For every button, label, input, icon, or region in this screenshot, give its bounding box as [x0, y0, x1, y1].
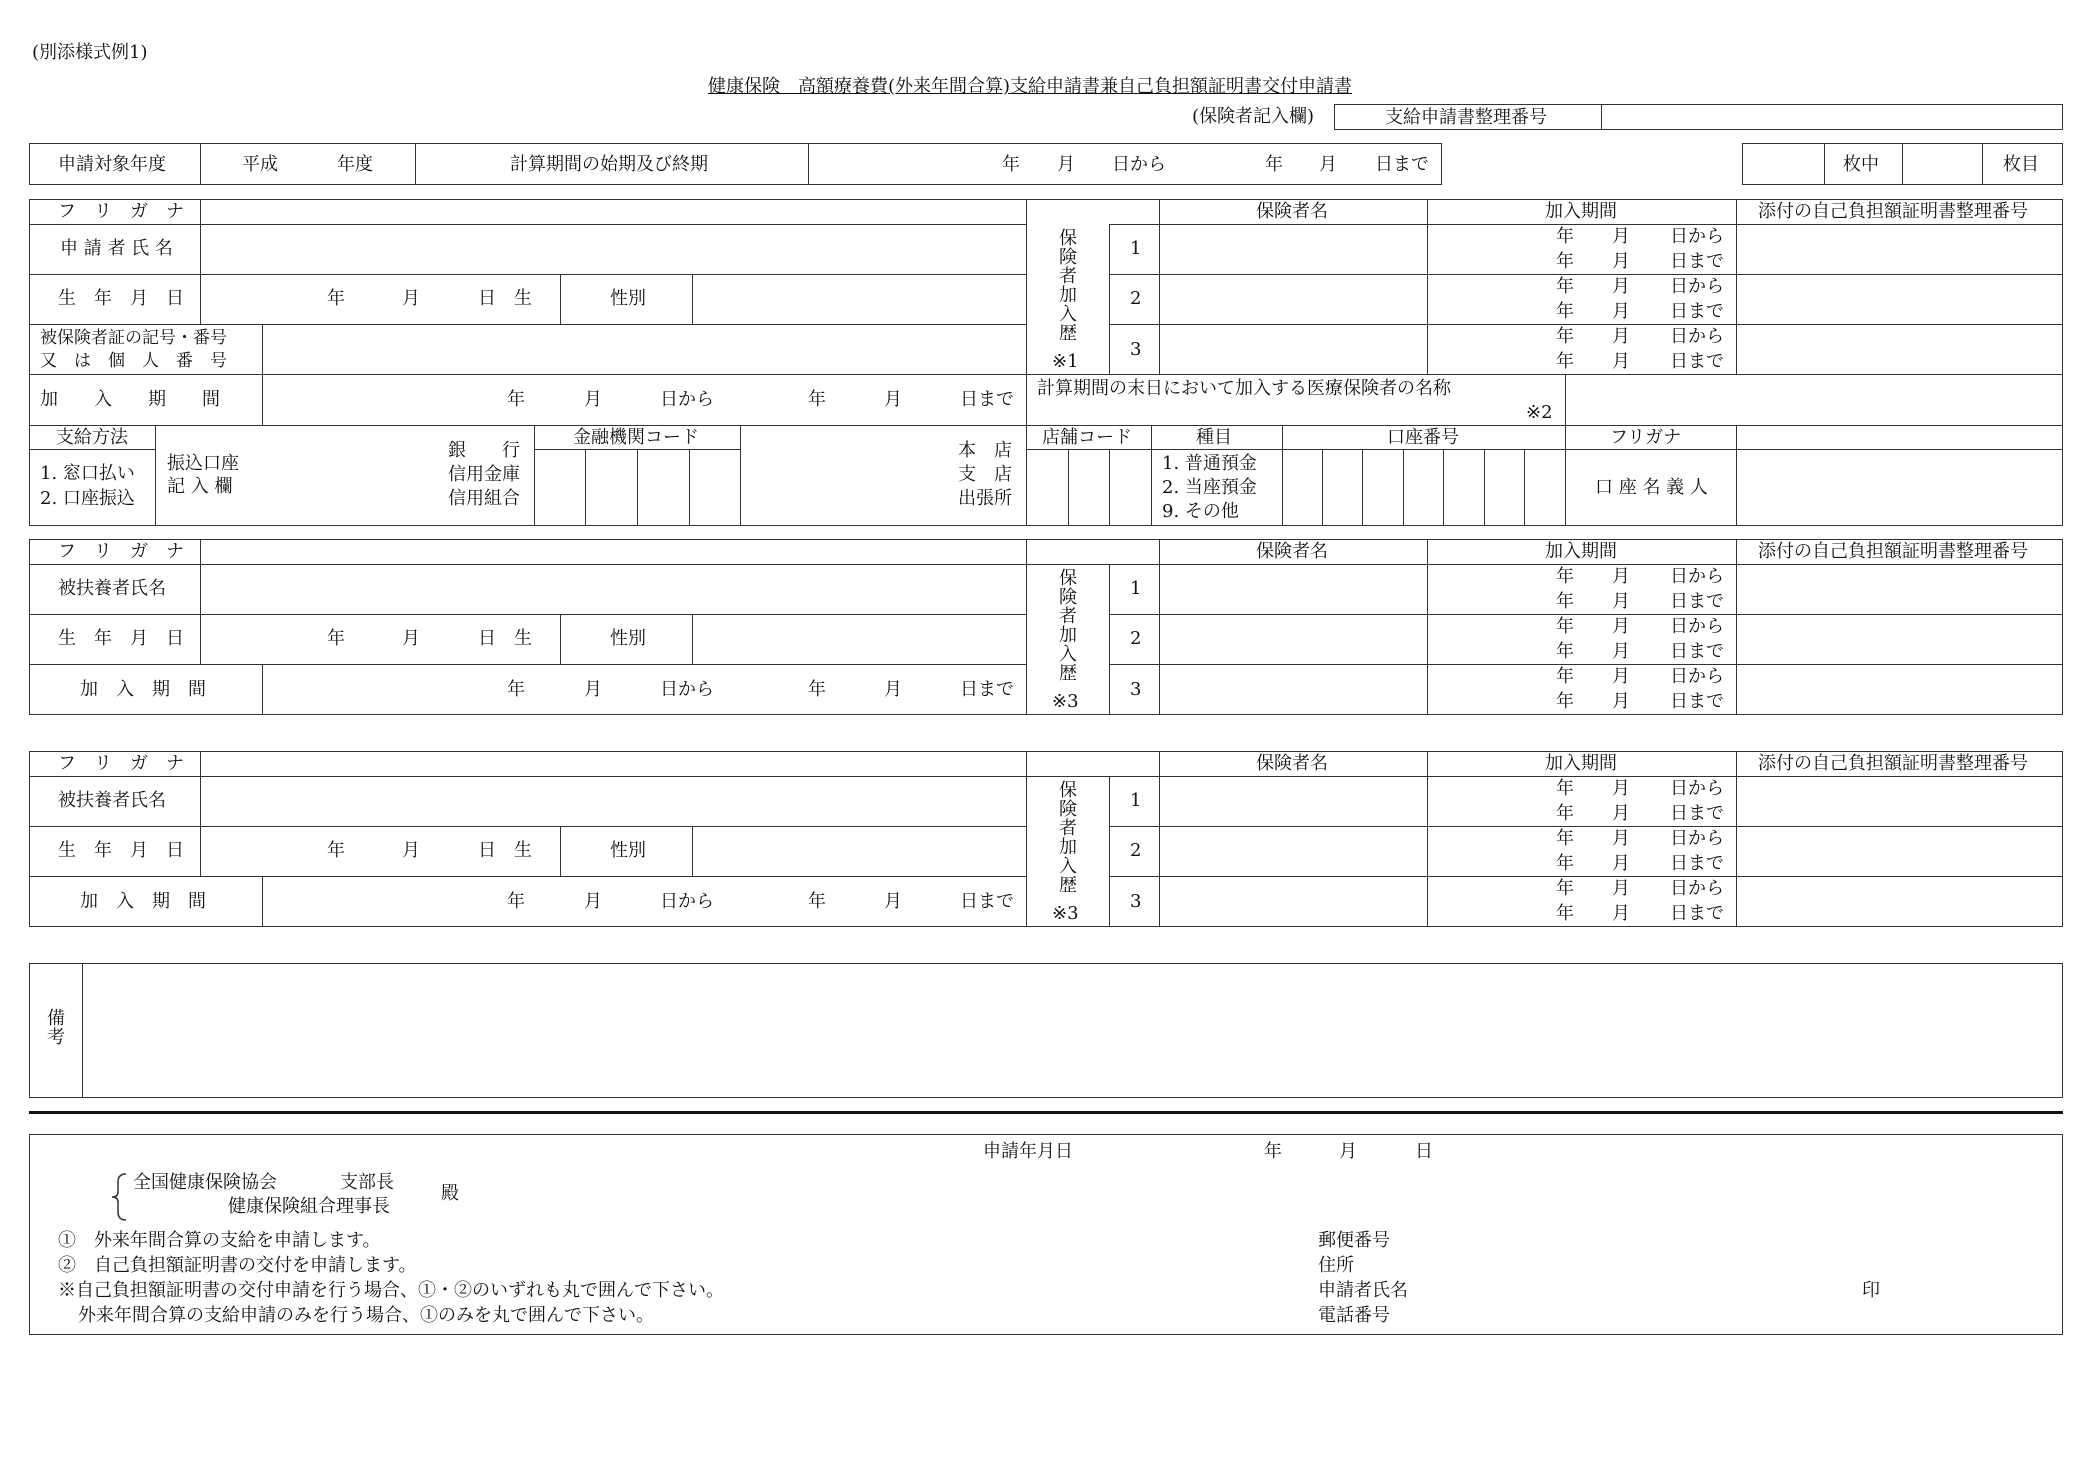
from: 日から [660, 389, 714, 410]
page-no: 枚目 [2003, 154, 2039, 175]
y: 年 [1556, 566, 1574, 587]
period-header: 加入期間 [1545, 753, 1617, 774]
m: 月 [1612, 301, 1630, 322]
mgmt-no-label: 支給申請書整理番号 [1385, 107, 1547, 128]
furigana-label: フ リ ガ ナ [58, 753, 184, 774]
branch-label: 支部長 [340, 1172, 394, 1193]
method-opt1: 1. 窓口払い [40, 463, 135, 484]
union-label: 健康保険組合理事長 [228, 1196, 390, 1217]
of-pages: 枚中 [1843, 154, 1879, 175]
d-sei: 日 生 [478, 628, 532, 649]
y: 年 [1556, 276, 1574, 297]
acct-no-label: 口座番号 [1387, 427, 1459, 448]
m: 月 [1612, 326, 1630, 347]
m: 月 [1612, 803, 1630, 824]
y: 年 [1556, 226, 1574, 247]
y: 年 [1556, 778, 1574, 799]
m: 月 [1612, 666, 1630, 687]
period-label: 加 入 期 間 [80, 679, 206, 700]
y: 年 [327, 288, 345, 309]
to: 日まで [1670, 691, 1724, 712]
y: 年 [1556, 641, 1574, 662]
address-label: 住所 [1318, 1255, 1354, 1276]
branch-type: 本 店 [958, 440, 1012, 461]
period-header: 加入期間 [1545, 201, 1617, 222]
fin-code-label: 金融機関コード [573, 427, 699, 448]
m: 月 [1612, 828, 1630, 849]
declaration-note-2: 外来年間合算の支給申請のみを行う場合、①のみを丸で囲んで下さい。 [78, 1305, 654, 1326]
m: 月 [1319, 154, 1337, 175]
row-no: 2 [1130, 840, 1142, 861]
mgmt-no-field[interactable] [1601, 104, 2063, 130]
era: 平成 [242, 154, 278, 175]
from: 日から [1670, 326, 1724, 347]
y: 年 [507, 891, 525, 912]
to: 日まで [1670, 853, 1724, 874]
seal-label: 印 [1862, 1280, 1880, 1301]
m: 月 [584, 679, 602, 700]
to: 日まで [1670, 301, 1724, 322]
m: 月 [402, 840, 420, 861]
d-sei: 日 生 [478, 840, 532, 861]
period-header: 加入期間 [1545, 541, 1617, 562]
history-vertical-label: 保険者加入歴 [1056, 780, 1077, 894]
to: 日まで [960, 679, 1014, 700]
assoc-label: 全国健康保険協会 [133, 1172, 277, 1193]
bank-type: 信用金庫 [448, 464, 520, 485]
d: 日 [1415, 1141, 1433, 1162]
m: 月 [402, 288, 420, 309]
y: 年 [1556, 828, 1574, 849]
dependent-section-2 [29, 751, 2063, 927]
from: 日から [1670, 226, 1724, 247]
from: 日から [1670, 616, 1724, 637]
m: 月 [1612, 616, 1630, 637]
kind-opt: 9. その他 [1162, 501, 1239, 522]
y: 年 [1556, 591, 1574, 612]
row-no: 2 [1130, 628, 1142, 649]
m: 月 [1339, 1141, 1357, 1162]
insurer-header: 保険者名 [1256, 541, 1328, 562]
sex-label: 性別 [610, 288, 646, 309]
y: 年 [507, 389, 525, 410]
y: 年 [327, 840, 345, 861]
m: 月 [884, 389, 902, 410]
from: 日から [1670, 566, 1724, 587]
to: 日まで [1670, 903, 1724, 924]
from: 日から [1670, 778, 1724, 799]
mgmt-no-label-box [1334, 104, 1602, 130]
sex-label: 性別 [610, 628, 646, 649]
dob-label: 生 年 月 日 [58, 288, 184, 309]
m: 月 [1612, 251, 1630, 272]
from: 日から [1670, 276, 1724, 297]
note3: ※3 [1052, 903, 1079, 924]
declaration-note-1: ※自己負担額証明書の交付申請を行う場合、①・②のいずれも丸で囲んで下さい。 [58, 1280, 724, 1301]
acct-label-2: 記 入 欄 [167, 476, 233, 497]
m: 月 [1612, 351, 1630, 372]
m: 月 [1612, 566, 1630, 587]
y: 年 [1265, 154, 1283, 175]
bank-type: 信用組合 [448, 488, 520, 509]
from: 日から [660, 891, 714, 912]
cert-label-1: 被保険者証の記号・番号 [40, 328, 227, 348]
y: 年 [1556, 803, 1574, 824]
furigana-label: フ リ ガ ナ [58, 201, 184, 222]
certno-header: 添付の自己負担額証明書整理番号 [1758, 541, 2028, 562]
d-sei: 日 生 [478, 288, 532, 309]
end-day-label: 計算期間の末日において加入する医療保険者の名称 [1037, 378, 1451, 399]
from: 日から [1670, 666, 1724, 687]
m: 月 [1612, 276, 1630, 297]
y: 年 [1002, 154, 1020, 175]
insurer-note: (保険者記入欄) [1192, 106, 1315, 127]
m: 月 [584, 891, 602, 912]
y: 年 [507, 679, 525, 700]
to: 日まで [1670, 641, 1724, 662]
branch-type: 支 店 [958, 464, 1012, 485]
row-no: 1 [1130, 238, 1142, 259]
from: 日から [1670, 878, 1724, 899]
m: 月 [1612, 878, 1630, 899]
to: 日まで [960, 389, 1014, 410]
y: 年 [1264, 1141, 1282, 1162]
kind-opt: 1. 普通預金 [1162, 453, 1257, 474]
y: 年 [808, 389, 826, 410]
to: 日まで [1375, 154, 1429, 175]
dependent-name-label: 被扶養者氏名 [58, 790, 166, 811]
row-no: 2 [1130, 288, 1142, 309]
dob-label: 生 年 月 日 [58, 840, 184, 861]
m: 月 [1612, 778, 1630, 799]
m: 月 [1057, 154, 1075, 175]
y: 年 [808, 891, 826, 912]
nendo: 年度 [337, 154, 373, 175]
year-label: 申請対象年度 [58, 154, 166, 175]
furigana-label: フ リ ガ ナ [58, 541, 184, 562]
y: 年 [808, 679, 826, 700]
period-label: 加 入 期 間 [40, 389, 220, 410]
note2: ※2 [1526, 402, 1553, 423]
method-opt2: 2. 口座振込 [40, 488, 135, 509]
to: 日まで [1670, 591, 1724, 612]
applicant-section [29, 199, 2063, 526]
insurer-header: 保険者名 [1256, 201, 1328, 222]
bank-type: 銀 行 [448, 440, 520, 461]
from: 日から [1112, 154, 1166, 175]
separator [29, 1111, 2063, 1114]
m: 月 [1612, 903, 1630, 924]
note1: ※1 [1052, 351, 1079, 372]
form-id: (別添様式例1) [32, 42, 148, 63]
to: 日まで [1670, 351, 1724, 372]
calc-period-label: 計算期間の始期及び終期 [510, 154, 708, 175]
dependent-section-1 [29, 539, 2063, 715]
period-label: 加 入 期 間 [80, 891, 206, 912]
to: 日まで [1670, 251, 1724, 272]
y: 年 [1556, 878, 1574, 899]
y: 年 [1556, 301, 1574, 322]
certno-header: 添付の自己負担額証明書整理番号 [1758, 201, 2028, 222]
cert-label-2: 又 は 個 人 番 号 [40, 351, 227, 371]
y: 年 [1556, 666, 1574, 687]
y: 年 [1556, 691, 1574, 712]
m: 月 [884, 891, 902, 912]
applicant-name-label: 申 請 者 氏 名 [60, 238, 173, 259]
row-no: 3 [1130, 679, 1142, 700]
dono-label: 殿 [441, 1183, 459, 1204]
note3: ※3 [1052, 691, 1079, 712]
sex-label: 性別 [610, 840, 646, 861]
row-no: 3 [1130, 339, 1142, 360]
y: 年 [1556, 853, 1574, 874]
holder-label: 口 座 名 義 人 [1595, 477, 1708, 498]
y: 年 [327, 628, 345, 649]
branch-type: 出張所 [958, 488, 1012, 509]
m: 月 [402, 628, 420, 649]
m: 月 [1612, 591, 1630, 612]
brace-icon [110, 1172, 130, 1222]
certno-header: 添付の自己負担額証明書整理番号 [1758, 753, 2028, 774]
m: 月 [884, 679, 902, 700]
row-no: 3 [1130, 891, 1142, 912]
kind-label: 種目 [1196, 427, 1232, 448]
y: 年 [1556, 903, 1574, 924]
m: 月 [1612, 691, 1630, 712]
declaration-1: ① 外来年間合算の支給を申請します。 [58, 1230, 381, 1251]
y: 年 [1556, 251, 1574, 272]
history-vertical-label: 保険者加入歴 [1056, 568, 1077, 682]
applicant-sign-label: 申請者氏名 [1318, 1280, 1408, 1301]
branch-code-label: 店舗コード [1042, 427, 1132, 448]
from: 日から [660, 679, 714, 700]
insurer-header: 保険者名 [1256, 753, 1328, 774]
from: 日から [1670, 828, 1724, 849]
holder-furigana-label: フリガナ [1610, 427, 1682, 448]
m: 月 [584, 389, 602, 410]
to: 日まで [1670, 803, 1724, 824]
dependent-name-label: 被扶養者氏名 [58, 578, 166, 599]
row-no: 1 [1130, 790, 1142, 811]
date-label: 申請年月日 [983, 1141, 1073, 1162]
tel-label: 電話番号 [1318, 1305, 1390, 1326]
m: 月 [1612, 641, 1630, 662]
y: 年 [1556, 616, 1574, 637]
row-no: 1 [1130, 578, 1142, 599]
remarks-box [29, 963, 2063, 1098]
to: 日まで [960, 891, 1014, 912]
y: 年 [1556, 326, 1574, 347]
top-row [29, 143, 1442, 185]
zip-label: 郵便番号 [1318, 1230, 1390, 1251]
kind-opt: 2. 当座預金 [1162, 477, 1257, 498]
remarks-label: 備考 [44, 1008, 65, 1046]
history-vertical-label: 保険者加入歴 [1056, 228, 1077, 342]
method-label: 支給方法 [56, 427, 128, 448]
form-title: 健康保険 高額療養費(外来年間合算)支給申請書兼自己負担額証明書交付申請書 [708, 76, 1353, 97]
m: 月 [1612, 226, 1630, 247]
acct-label-1: 振込口座 [167, 453, 239, 474]
m: 月 [1612, 853, 1630, 874]
declaration-2: ② 自己負担額証明書の交付を申請します。 [58, 1255, 417, 1276]
dob-label: 生 年 月 日 [58, 628, 184, 649]
y: 年 [1556, 351, 1574, 372]
